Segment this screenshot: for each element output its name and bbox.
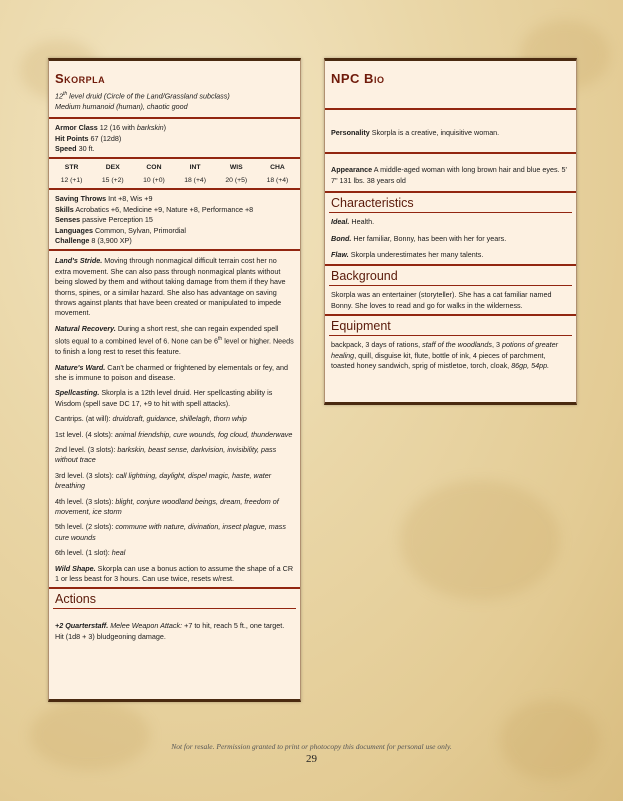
ability-value: 18 (+4) xyxy=(184,177,206,185)
hit-points: Hit Points 67 (12d8) xyxy=(55,133,122,143)
footer-notice: Not for resale. Permission granted to print or photocopy this document for personal use only. xyxy=(171,742,452,751)
ability-scores xyxy=(49,159,300,188)
page-number: 29 xyxy=(306,753,317,765)
ability-label: STR xyxy=(64,164,79,172)
ability-value: 12 (+1) xyxy=(60,177,83,185)
ability-value: 18 (+4) xyxy=(266,177,289,185)
ability-value: 20 (+5) xyxy=(225,177,248,185)
bio-title: NPC Bio xyxy=(331,71,385,86)
equipment-header: Equipment xyxy=(331,319,391,334)
armor-class: Armor Class 12 (16 with barkskin) xyxy=(55,123,167,133)
bond: Bond. Her familiar, Bonny, has been with her for years. xyxy=(331,233,507,243)
spell-line: 3rd level. (3 slots): call lightning, daylight, dispel magic, haste, water breathing xyxy=(55,470,272,491)
trait-natures-ward: Nature's Ward. Can't be charmed or frightened by elementals or fey, and she is immune to poison and disease. xyxy=(55,362,288,382)
ability-label: DEX xyxy=(105,164,120,172)
senses: Senses passive Perception 15 xyxy=(55,215,153,225)
ability-value: 15 (+2) xyxy=(101,177,124,185)
traits xyxy=(49,251,300,584)
ability-label: WIS xyxy=(229,164,243,172)
spell-line: 5th level. (2 slots): commune with nature, divination, insect plague, mass cure wounds xyxy=(55,522,286,542)
spell-line: 1st level. (4 slots): animal friendship, cure wounds, fog cloud, thunderwave xyxy=(55,429,293,439)
saving-throws: Saving Throws Int +8, Wis +9 xyxy=(55,194,153,204)
skills: Skills Acrobatics +6, Medicine +9, Nature +8, Performance +8 xyxy=(55,204,254,214)
npc-subtitle: 12th level druid (Circle of the Land/Grassland subclass) xyxy=(55,91,230,101)
npc-name: Skorpla xyxy=(55,71,106,86)
flaw: Flaw. Skorpla underestimates her many talents. xyxy=(331,250,484,260)
trait-wild-shape: Wild Shape. Skorpla can use a bonus action to assume the shape of a CR 1 or less beast for 3 hours. Can use twice, resets w/rest. xyxy=(55,563,294,583)
bio-card xyxy=(324,58,577,405)
ideal: Ideal. Health. xyxy=(331,217,375,227)
languages: Languages Common, Sylvan, Primordial xyxy=(55,225,187,235)
actions-header: Actions xyxy=(55,592,96,607)
equipment-text: backpack, 3 days of rations, staff of the woodlands, 3 potions of greater healing, quill, disguise kit, flute, bottle of ink, 4 pieces of parchment, toasted honey sandwich, sprig of mistletoe, torch, cloak, 86gp, 54pp. xyxy=(331,340,558,371)
spell-line: 6th level. (1 slot): heal xyxy=(55,548,126,558)
background-header: Background xyxy=(331,269,398,284)
trait-spellcasting: Spellcasting. Skorpla is a 12th level druid. Her spellcasting ability is Wisdom (spell save DC 17, +9 to hit with spell attacks). xyxy=(55,388,273,408)
spell-line: Cantrips. (at will): druidcraft, guidance, shillelagh, thorn whip xyxy=(55,414,247,424)
challenge: Challenge 8 (3,900 XP) xyxy=(55,236,132,246)
spell-line: 2nd level. (3 slots): barkskin, beast sense, darkvision, invisibility, pass without trace xyxy=(55,444,277,465)
ability-values xyxy=(49,177,300,184)
spell-line: 4th level. (3 slots): blight, conjure woodland beings, dream, freedom of movement, ice storm xyxy=(55,496,279,516)
action-quarterstaff: +2 Quarterstaff. Melee Weapon Attack: +7 to hit, reach 5 ft., one target. Hit (1d8 + 3) bludgeoning damage. xyxy=(55,621,285,641)
appearance: Appearance A middle-aged woman with long brown hair and blue eyes. 5' 7" 131 lbs. 38 years old xyxy=(331,165,567,185)
ability-value: 10 (+0) xyxy=(143,177,165,185)
ability-label: CON xyxy=(146,164,162,172)
speed: Speed 30 ft. xyxy=(55,144,95,154)
statblock-card xyxy=(48,58,301,702)
background-text: Skorpla was an entertainer (storyteller). She has a cat familiar named Bonny. She loves to read and go for walks in the wilderness. xyxy=(331,290,552,310)
trait-natural-recovery: Natural Recovery. During a short rest, she can regain expended spell slots equal to a combined level of 6. None can be 6th level or higher. Needs to finish a long rest to reset this feature. xyxy=(55,323,294,357)
ability-labels xyxy=(49,164,300,171)
npc-type-alignment: Medium humanoid (human), chaotic good xyxy=(55,101,188,111)
characteristics-header: Characteristics xyxy=(331,196,414,211)
ability-label: CHA xyxy=(270,164,285,172)
personality: Personality Skorpla is a creative, inquisitive woman. xyxy=(331,128,500,137)
ability-label: INT xyxy=(189,164,201,172)
trait-lands-stride: Land's Stride. Moving through nonmagical difficult terrain cost her no extra movement. She can also pass through nonmagical plants without being slowed by them and without taking damage from them if they have thorns, spines, or a similar hazard. She also has advantage on saving throws against plants that have been created or manipulated to impede movement. xyxy=(55,256,286,318)
